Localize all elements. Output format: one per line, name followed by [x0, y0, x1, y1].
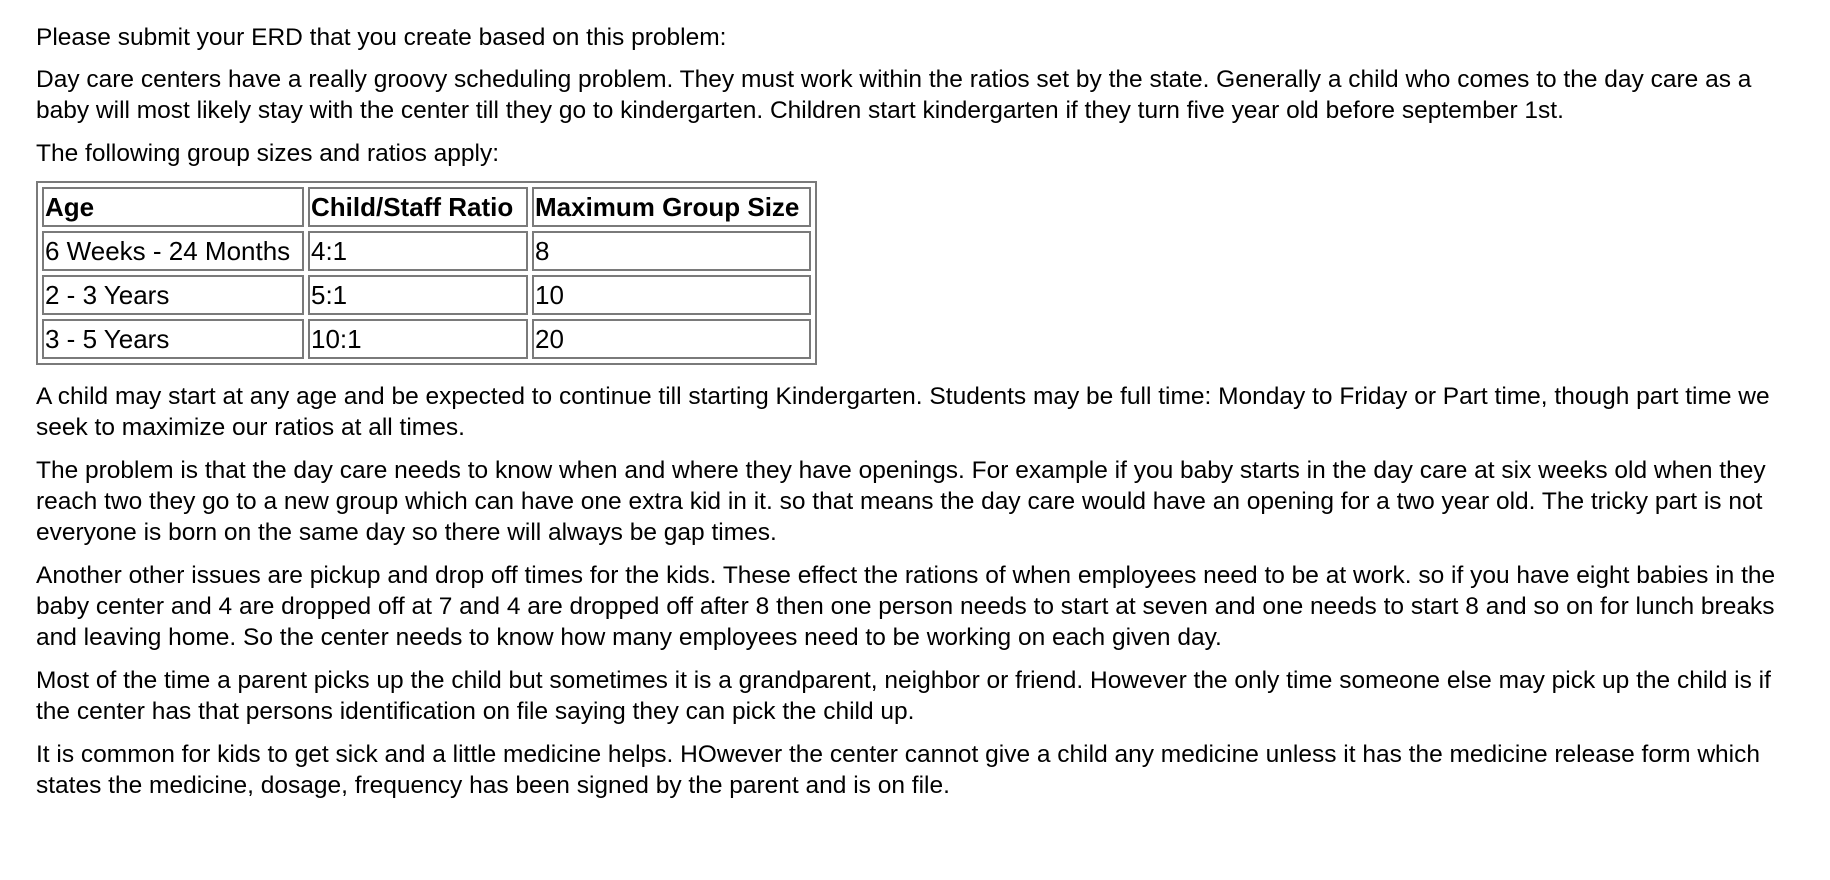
table-header-row: [42, 187, 811, 227]
table-row: [42, 275, 811, 315]
authorized-pickup-paragraph: Most of the time a parent picks up the child but sometimes it is a grandparent, neighbor or friend. However the only time someone else may pick up the child is if the center has that persons identification on file saying they can pick the child up.: [36, 667, 1771, 725]
intro-paragraph: Please submit your ERD that you create based on this problem:: [36, 24, 727, 51]
pickup-dropoff-paragraph: Another other issues are pickup and drop off times for the kids. These effect the rations of when employees need to be at work. so if you have eight babies in the baby center and 4 are dropped off at 7 and 4 are dropped off after 8 then one person needs to start at seven and one needs to start 8 and so on for lunch breaks and leaving home. So the center needs to know how many employees need to be working on each given day.: [36, 562, 1776, 651]
header-age: Age: [42, 187, 304, 227]
age-cell: 6 Weeks - 24 Months: [42, 231, 304, 271]
age-cell: 3 - 5 Years: [42, 319, 304, 359]
group-ratio-table: [36, 181, 817, 365]
group-size-cell: 10: [532, 275, 811, 315]
openings-paragraph: The problem is that the day care needs to know when and where they have openings. For example if you baby starts in the day care at six weeks old when they reach two they go to a new group which can have one extra kid in it. so that means the day care would have an opening for a two year old. The tricky part is not everyone is born on the same day so there will always be gap times.: [36, 457, 1766, 546]
header-child-staff-ratio: Child/Staff Ratio: [308, 187, 528, 227]
problem-description-paragraph: Day care centers have a really groovy scheduling problem. They must work within the ratios set by the state. Generally a child who comes to the day care as a baby will most likely stay with the center till they go to kindergarten. Children start kindergarten if they turn five year old before september 1st.: [36, 66, 1752, 124]
table-intro-paragraph: The following group sizes and ratios apply:: [36, 140, 500, 167]
group-size-cell: 20: [532, 319, 811, 359]
ratio-cell: 4:1: [308, 231, 528, 271]
group-size-cell: 8: [532, 231, 811, 271]
enrollment-paragraph: A child may start at any age and be expected to continue till starting Kindergarten. Students may be full time: Monday to Friday or Part time, though part time we seek to maximize our ratios at all times.: [36, 383, 1770, 441]
ratio-cell: 5:1: [308, 275, 528, 315]
header-max-group-size: Maximum Group Size: [532, 187, 811, 227]
ratio-cell: 10:1: [308, 319, 528, 359]
table-row: [42, 231, 811, 271]
medicine-paragraph: It is common for kids to get sick and a little medicine helps. HOwever the center cannot give a child any medicine unless it has the medicine release form which states the medicine, dosage, frequency has been signed by the parent and is on file.: [36, 741, 1760, 799]
table-row: [42, 319, 811, 359]
age-cell: 2 - 3 Years: [42, 275, 304, 315]
